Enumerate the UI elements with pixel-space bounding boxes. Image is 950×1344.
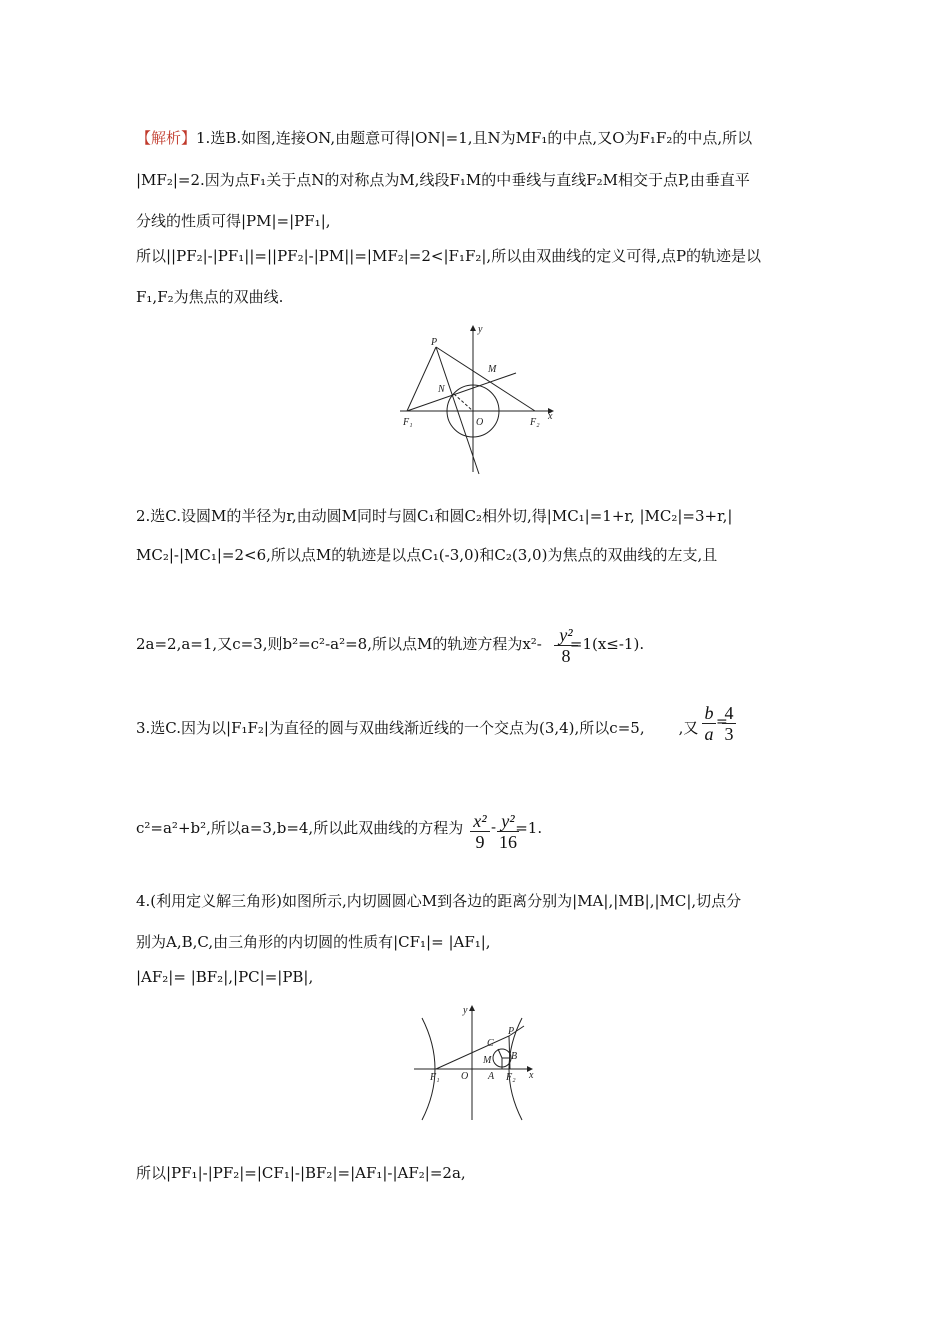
- label-M: M: [488, 364, 497, 375]
- label-O: O: [461, 1071, 469, 1082]
- p3-line1-end: ,又: [678, 719, 699, 737]
- p2-line1: 2.选C.设圆M的半径为r,由动圆M同时与圆C₁和圆C₂相外切,得|MC₁|=1+r, |MC₂|=3+r,|: [136, 507, 733, 525]
- label-y: y: [463, 1005, 468, 1016]
- figure-incircle-hyperbola: [412, 1002, 548, 1124]
- p1-line3: 分线的性质可得|PM|=|PF₁|,: [136, 212, 331, 230]
- fraction-x2-over-9: x² 9: [470, 812, 490, 851]
- p2-line2: MC₂|-|MC₁|=2<6,所以点M的轨迹是以点C₁(-3,0)和C₂(3,0)为焦点的双曲线的左支,且: [136, 546, 718, 564]
- label-F2: F₂: [530, 417, 540, 428]
- minus-sign: -: [491, 818, 497, 836]
- p1-line1-text: 1.选B.如图,连接ON,由题意可得|ON|=1,且N为MF₁的中点,又O为F₁F₂的中点,所以: [196, 129, 753, 147]
- p3-line1: [136, 718, 698, 738]
- segment-PF1: [407, 347, 436, 411]
- y-arrow: [469, 1005, 475, 1011]
- y-arrow: [470, 325, 476, 331]
- label-x: x: [548, 411, 553, 422]
- p4-line1: 4.(利用定义解三角形)如图所示,内切圆圆心M到各边的距离分别为|MA|,|MB|,|MC|,切点分: [136, 892, 742, 910]
- label-C: C: [487, 1038, 494, 1049]
- segment-MC: [498, 1049, 502, 1058]
- label-F1: F₁: [403, 417, 413, 428]
- label-M: M: [483, 1055, 492, 1066]
- fraction-b-over-a: b a: [702, 704, 716, 743]
- label-P: P: [431, 337, 438, 348]
- figure-hyperbola-construction: [396, 322, 566, 482]
- fraction-y2-over-16: y² 16: [499, 811, 517, 852]
- p1-line4: 所以||PF₂|-|PF₁||=||PF₂|-|PM||=|MF₂|=2<|F₁F₂|,所以由双曲线的定义可得,点P的轨迹是以: [136, 247, 762, 265]
- p4-line2: 别为A,B,C,由三角形的内切圆的性质有|CF₁|= |AF₁|,: [136, 933, 491, 951]
- label-N: N: [438, 384, 445, 395]
- analysis-tag: 【解析】: [136, 129, 197, 147]
- label-y: y: [478, 324, 483, 335]
- solution-line: [136, 128, 752, 148]
- label-F1: F₁: [430, 1072, 440, 1083]
- label-B: B: [511, 1051, 518, 1062]
- label-x: x: [529, 1070, 534, 1081]
- segment-PF2: [436, 347, 535, 411]
- p3-line1-start: 3.选C.因为以|F₁F₂|为直径的圆与双曲线渐近线的一个交点为(3,4),所以c=5,: [136, 719, 645, 737]
- equals-sign: =: [716, 714, 728, 730]
- p1-line5: F₁,F₂为焦点的双曲线.: [136, 288, 284, 306]
- fraction-y2-over-8: y² 8: [554, 626, 578, 665]
- fraction-4-over-3: 4 3: [722, 704, 736, 743]
- p4-line3: |AF₂|= |BF₂|,|PC|=|PB|,: [136, 968, 314, 986]
- p4-line4: 所以|PF₁|-|PF₂|=|CF₁|-|BF₂|=|AF₁|-|AF₂|=2a,: [136, 1164, 466, 1182]
- label-A: A: [488, 1071, 495, 1082]
- p3-line2-end: =1.: [515, 819, 543, 837]
- segment-F1M: [407, 373, 516, 411]
- label-P: P: [508, 1026, 515, 1037]
- label-O: O: [476, 417, 484, 428]
- p1-line2: |MF₂|=2.因为点F₁关于点N的对称点为M,线段F₁M的中垂线与直线F₂M相交于点P,由垂直平: [136, 171, 750, 189]
- p3-line2-start: c²=a²+b²,所以a=3,b=4,所以此双曲线的方程为: [136, 819, 464, 837]
- p2-line3-start: 2a=2,a=1,又c=3,则b²=c²-a²=8,所以点M的轨迹方程为x²-: [136, 635, 542, 653]
- label-F2: F₂: [506, 1072, 516, 1083]
- p2-line3-end: =1(x≤-1).: [569, 635, 645, 653]
